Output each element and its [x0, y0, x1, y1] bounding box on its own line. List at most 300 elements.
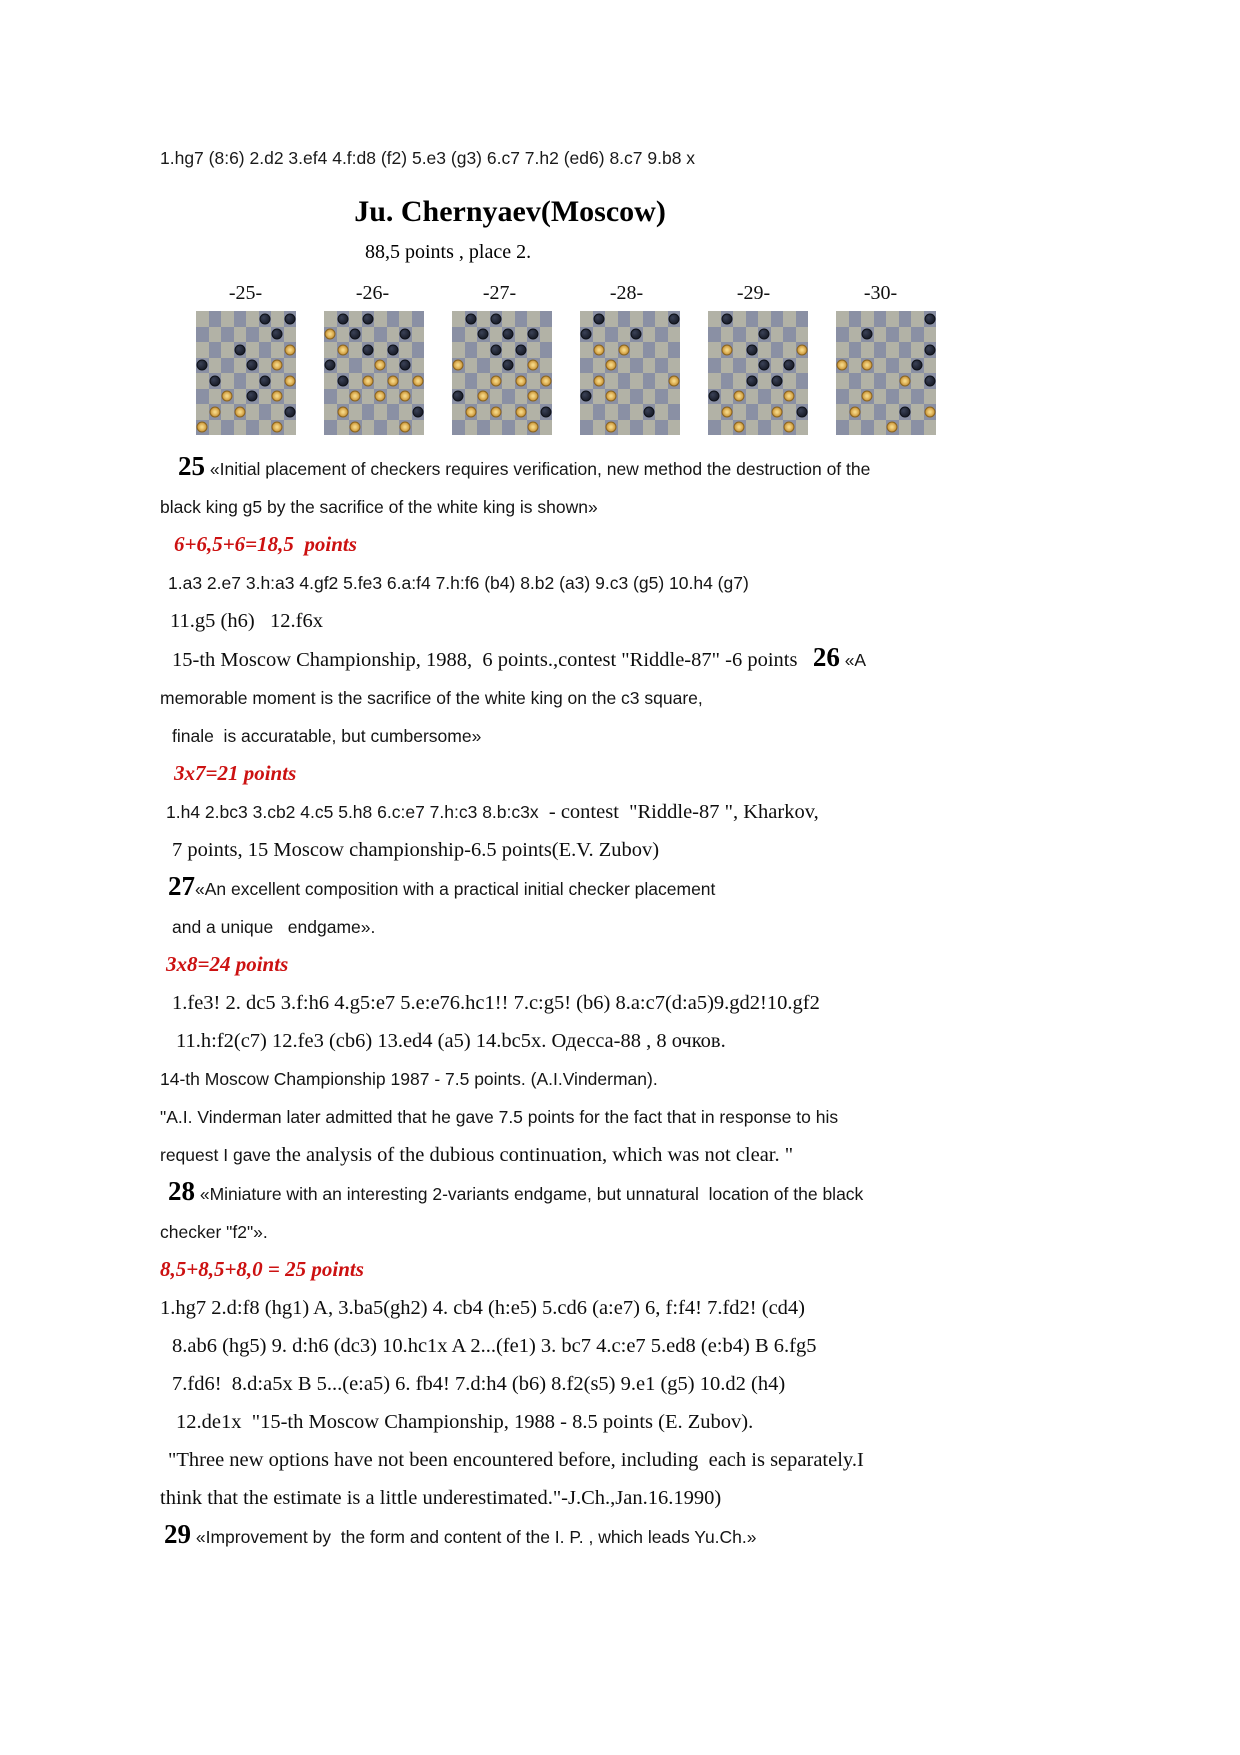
board-square — [324, 389, 337, 405]
board-square — [349, 327, 362, 343]
board-square — [655, 311, 668, 327]
board-square — [349, 358, 362, 374]
board-square — [849, 358, 862, 374]
board-square — [655, 358, 668, 374]
checkers-diagram — [324, 311, 424, 435]
white-checker — [272, 422, 283, 433]
board-square — [796, 342, 809, 358]
board-square — [630, 389, 643, 405]
text-line — [160, 490, 1170, 528]
author-title: Ju. Chernyaev(Moscow) — [354, 195, 666, 228]
text-segment: 1.a3 2.e7 3.h:a3 4.gf2 5.fe3 6.a:f4 7.h:f6 (b4) 8.b2 (a3) 9.c3 (g5) 10.h4 (g7) — [168, 573, 749, 593]
board-square — [618, 311, 631, 327]
black-checker — [668, 313, 679, 324]
body-text — [160, 451, 1170, 1558]
black-checker — [362, 344, 373, 355]
board-square — [259, 420, 272, 436]
black-checker — [862, 329, 873, 340]
black-checker — [259, 375, 270, 386]
board-square — [758, 373, 771, 389]
board-square — [746, 327, 759, 343]
board-square — [349, 311, 362, 327]
board-square — [593, 373, 606, 389]
board-square — [771, 389, 784, 405]
board-square — [796, 404, 809, 420]
board-square — [362, 358, 375, 374]
board-square — [259, 373, 272, 389]
text-line — [160, 795, 1170, 833]
board-square — [452, 389, 465, 405]
board-square — [861, 404, 874, 420]
board-square — [721, 358, 734, 374]
board-square — [733, 389, 746, 405]
board-square — [196, 420, 209, 436]
text-line — [160, 986, 1170, 1024]
board-square — [221, 327, 234, 343]
board-square — [861, 327, 874, 343]
board-square — [221, 311, 234, 327]
board-square — [540, 404, 553, 420]
board-square — [324, 358, 337, 374]
board-square — [580, 420, 593, 436]
board-square — [630, 311, 643, 327]
board-square — [465, 358, 478, 374]
board-square — [515, 373, 528, 389]
black-checker — [759, 360, 770, 371]
board-square — [515, 420, 528, 436]
board-square — [721, 311, 734, 327]
board-square — [899, 358, 912, 374]
board-square — [655, 342, 668, 358]
board-square — [668, 311, 681, 327]
black-checker — [259, 313, 270, 324]
board-square — [271, 327, 284, 343]
black-checker — [209, 375, 220, 386]
white-checker — [784, 422, 795, 433]
white-checker — [734, 391, 745, 402]
board-square — [337, 389, 350, 405]
text-segment: 15-th Moscow Championship, 1988, 6 points.,contest "Riddle-87" -6 points — [172, 649, 813, 671]
board-square — [924, 389, 937, 405]
board-square — [234, 420, 247, 436]
text-segment: «Initial placement of checkers requires verification, new method the destruction of the — [205, 459, 871, 479]
white-checker — [924, 406, 935, 417]
board-square — [874, 342, 887, 358]
white-checker — [478, 391, 489, 402]
white-checker — [234, 406, 245, 417]
board-square — [643, 373, 656, 389]
board-square — [452, 342, 465, 358]
board-square — [771, 327, 784, 343]
board-square — [196, 342, 209, 358]
board-square — [911, 389, 924, 405]
board-square — [362, 342, 375, 358]
text-segment: «A — [839, 650, 867, 670]
board-square — [221, 420, 234, 436]
board-square — [668, 358, 681, 374]
board-square — [836, 373, 849, 389]
board-square — [196, 373, 209, 389]
board-square — [490, 342, 503, 358]
board-square — [527, 420, 540, 436]
text-line — [160, 451, 1170, 490]
board-square — [708, 420, 721, 436]
board-square — [783, 311, 796, 327]
white-checker — [734, 422, 745, 433]
board-square — [452, 373, 465, 389]
diagram-label: -25- — [228, 282, 263, 304]
text-line — [160, 1024, 1170, 1062]
board-square — [209, 389, 222, 405]
board-square — [593, 327, 606, 343]
board-square — [221, 373, 234, 389]
board-square — [271, 389, 284, 405]
board-square — [271, 404, 284, 420]
board-square — [605, 373, 618, 389]
board-square — [527, 342, 540, 358]
board-square — [246, 311, 259, 327]
text-segment: «An excellent composition with a practical initial checker placement — [195, 879, 716, 899]
board-square — [630, 327, 643, 343]
black-checker — [247, 360, 258, 371]
board-square — [515, 311, 528, 327]
text-line — [160, 833, 1170, 871]
text-segment: memorable moment is the sacrifice of the white king on the c3 square, — [160, 688, 703, 708]
black-checker — [709, 391, 720, 402]
white-checker — [412, 375, 423, 386]
diagram-label: -29- — [736, 282, 771, 304]
board-square — [655, 389, 668, 405]
board-square — [849, 327, 862, 343]
board-square — [733, 420, 746, 436]
text-segment: 8,5+8,5+8,0 = 25 points — [160, 1257, 364, 1281]
board-square — [515, 358, 528, 374]
black-checker — [247, 391, 258, 402]
black-checker — [924, 375, 935, 386]
board-square — [362, 327, 375, 343]
board-square — [746, 420, 759, 436]
text-line — [160, 642, 1170, 681]
board-square — [746, 311, 759, 327]
board-square — [836, 420, 849, 436]
board-square — [465, 327, 478, 343]
board-square — [911, 373, 924, 389]
board-square — [234, 404, 247, 420]
board-square — [874, 327, 887, 343]
board-square — [771, 311, 784, 327]
board-square — [477, 420, 490, 436]
board-square — [259, 404, 272, 420]
board-square — [643, 342, 656, 358]
board-square — [234, 311, 247, 327]
diagram-labels — [196, 282, 1170, 305]
text-line — [160, 681, 1170, 719]
text-line — [160, 1062, 1170, 1100]
text-segment: 7 points, 15 Moscow championship-6.5 points(E.V. Zubov) — [172, 839, 660, 861]
board-square — [924, 373, 937, 389]
diagram-label: -28- — [609, 282, 644, 304]
white-checker — [350, 391, 361, 402]
board-square — [861, 358, 874, 374]
board-square — [618, 342, 631, 358]
board-square — [477, 342, 490, 358]
board-square — [668, 342, 681, 358]
black-checker — [350, 329, 361, 340]
board-square — [452, 311, 465, 327]
board-square — [580, 404, 593, 420]
board-square — [771, 342, 784, 358]
text-segment: 7.fd6! 8.d:a5x B 5...(e:a5) 6. fb4! 7.d:h4 (b6) 8.f2(s5) 9.e1 (g5) 10.d2 (h4) — [172, 1373, 786, 1395]
board-square — [849, 389, 862, 405]
board-square — [477, 389, 490, 405]
board-square — [196, 311, 209, 327]
text-line — [160, 1138, 1170, 1176]
board-square — [477, 404, 490, 420]
board-square — [502, 311, 515, 327]
board-square — [721, 404, 734, 420]
board-square — [527, 389, 540, 405]
diagram-label: -30- — [863, 282, 898, 304]
black-checker — [453, 391, 464, 402]
white-checker — [400, 391, 411, 402]
board-square — [337, 404, 350, 420]
board-square — [515, 404, 528, 420]
board-square — [527, 327, 540, 343]
board-square — [399, 358, 412, 374]
board-square — [349, 404, 362, 420]
text-line — [160, 871, 1170, 910]
board-square — [668, 420, 681, 436]
board-square — [605, 327, 618, 343]
board-square — [387, 389, 400, 405]
board-square — [721, 389, 734, 405]
board-square — [643, 389, 656, 405]
board-square — [221, 358, 234, 374]
white-checker — [887, 422, 898, 433]
board-square — [527, 358, 540, 374]
board-square — [593, 311, 606, 327]
white-checker — [515, 375, 526, 386]
text-segment: the analysis of the dubious continuation, which was not clear. " — [275, 1144, 794, 1166]
black-checker — [746, 375, 757, 386]
board-square — [412, 389, 425, 405]
board-square — [412, 327, 425, 343]
board-square — [271, 373, 284, 389]
board-square — [527, 373, 540, 389]
white-checker — [400, 422, 411, 433]
black-checker — [272, 329, 283, 340]
board-square — [399, 342, 412, 358]
board-square — [758, 327, 771, 343]
board-square — [721, 342, 734, 358]
board-square — [836, 389, 849, 405]
board-square — [387, 311, 400, 327]
board-square — [911, 420, 924, 436]
board-square — [387, 373, 400, 389]
black-checker — [912, 360, 923, 371]
white-checker — [325, 329, 336, 340]
board-square — [324, 373, 337, 389]
text-line — [160, 1329, 1170, 1367]
board-square — [836, 327, 849, 343]
board-square — [234, 389, 247, 405]
text-segment: 6+6,5+6=18,5 points — [174, 532, 357, 556]
board-square — [655, 404, 668, 420]
board-square — [668, 327, 681, 343]
board-square — [758, 404, 771, 420]
text-line — [160, 604, 1170, 642]
white-checker — [350, 422, 361, 433]
board-square — [465, 373, 478, 389]
board-square — [337, 342, 350, 358]
board-square — [209, 373, 222, 389]
board-square — [502, 404, 515, 420]
checkers-diagram — [836, 311, 936, 435]
board-square — [465, 389, 478, 405]
text-segment: 28 — [168, 1176, 195, 1206]
board-square — [221, 342, 234, 358]
white-checker — [528, 422, 539, 433]
board-square — [643, 327, 656, 343]
text-segment: 11.g5 (h6) 12.f6x — [170, 610, 323, 632]
board-square — [387, 342, 400, 358]
board-square — [758, 358, 771, 374]
board-square — [849, 311, 862, 327]
board-square — [886, 373, 899, 389]
board-square — [746, 342, 759, 358]
text-segment: 1.fe3! 2. dc5 3.f:h6 4.g5:e7 5.e:e76.hc1!! 7.c:g5! (b6) 8.a:c7(d:a5)9.gd2!10.gf2 — [172, 992, 820, 1014]
board-square — [477, 311, 490, 327]
board-square — [246, 373, 259, 389]
board-square — [630, 358, 643, 374]
board-square — [874, 404, 887, 420]
white-checker — [209, 406, 220, 417]
board-square — [349, 373, 362, 389]
board-square — [527, 311, 540, 327]
board-square — [540, 389, 553, 405]
board-square — [374, 358, 387, 374]
board-square — [515, 342, 528, 358]
checkers-diagram — [196, 311, 296, 435]
board-square — [477, 358, 490, 374]
black-checker — [771, 375, 782, 386]
black-checker — [528, 329, 539, 340]
board-square — [796, 358, 809, 374]
board-square — [605, 404, 618, 420]
board-square — [630, 420, 643, 436]
board-square — [618, 358, 631, 374]
board-square — [412, 358, 425, 374]
board-square — [899, 373, 912, 389]
black-checker — [581, 329, 592, 340]
text-line — [160, 948, 1170, 986]
board-square — [209, 420, 222, 436]
text-segment: 26 — [812, 642, 840, 672]
board-square — [849, 373, 862, 389]
board-square — [196, 327, 209, 343]
board-square — [490, 420, 503, 436]
board-square — [580, 342, 593, 358]
white-checker — [490, 375, 501, 386]
board-square — [849, 342, 862, 358]
black-checker — [197, 360, 208, 371]
white-checker — [862, 360, 873, 371]
white-checker — [465, 406, 476, 417]
board-square — [387, 327, 400, 343]
board-square — [465, 311, 478, 327]
text-segment: finale is accuratable, but cumbersome» — [172, 726, 482, 746]
board-square — [911, 404, 924, 420]
white-checker — [375, 360, 386, 371]
black-checker — [337, 375, 348, 386]
black-checker — [899, 406, 910, 417]
board-square — [362, 311, 375, 327]
board-square — [643, 358, 656, 374]
board-square — [911, 358, 924, 374]
board-square — [630, 404, 643, 420]
white-checker — [593, 344, 604, 355]
board-square — [668, 373, 681, 389]
text-line — [160, 566, 1170, 604]
board-square — [796, 389, 809, 405]
board-square — [540, 420, 553, 436]
board-square — [861, 373, 874, 389]
board-square — [746, 404, 759, 420]
opening-notation-line: 1.hg7 (8:6) 2.d2 3.ef4 4.f:d8 (f2) 5.e3 (g3) 6.c7 7.h2 (ed6) 8.c7 9.b8 x — [160, 148, 696, 168]
board-square — [374, 311, 387, 327]
board-square — [783, 342, 796, 358]
board-square — [502, 389, 515, 405]
text-segment: - contest "Riddle-87 ", Kharkov, — [538, 801, 819, 823]
board-square — [733, 327, 746, 343]
board-square — [337, 373, 350, 389]
white-checker — [899, 375, 910, 386]
board-square — [849, 420, 862, 436]
board-square — [259, 327, 272, 343]
text-line — [160, 1291, 1170, 1329]
white-checker — [606, 422, 617, 433]
board-square — [209, 342, 222, 358]
text-segment: 12.de1x "15-th Moscow Championship, 1988 - 8.5 points (E. Zubov). — [176, 1411, 754, 1433]
text-segment: think that the estimate is a little underestimated."-J.Ch.,Jan.16.1990) — [160, 1487, 722, 1509]
board-square — [349, 342, 362, 358]
board-square — [924, 404, 937, 420]
board-square — [502, 358, 515, 374]
text-segment: 11.h:f2(c7) 12.fe3 (cb6) 13.ed4 (a5) 14.bc5x. Одесса-88 , 8 очков. — [176, 1030, 726, 1052]
board-square — [246, 389, 259, 405]
text-segment: 3x8=24 points — [166, 952, 289, 976]
board-square — [209, 358, 222, 374]
black-checker — [234, 344, 245, 355]
board-square — [399, 389, 412, 405]
board-square — [708, 358, 721, 374]
white-checker — [771, 406, 782, 417]
text-line — [160, 1100, 1170, 1138]
text-segment: 25 — [178, 451, 205, 481]
board-square — [196, 389, 209, 405]
board-square — [924, 420, 937, 436]
black-checker — [284, 406, 295, 417]
board-square — [337, 358, 350, 374]
board-square — [412, 420, 425, 436]
board-square — [746, 373, 759, 389]
board-square — [452, 327, 465, 343]
white-checker — [606, 360, 617, 371]
board-square — [796, 373, 809, 389]
text-segment: 1.hg7 2.d:f8 (hg1) A, 3.ba5(gh2) 4. cb4 (h:e5) 5.cd6 (a:e7) 6, f:f4! 7.fd2! (cd4) — [160, 1297, 805, 1319]
board-square — [861, 389, 874, 405]
white-checker — [528, 360, 539, 371]
